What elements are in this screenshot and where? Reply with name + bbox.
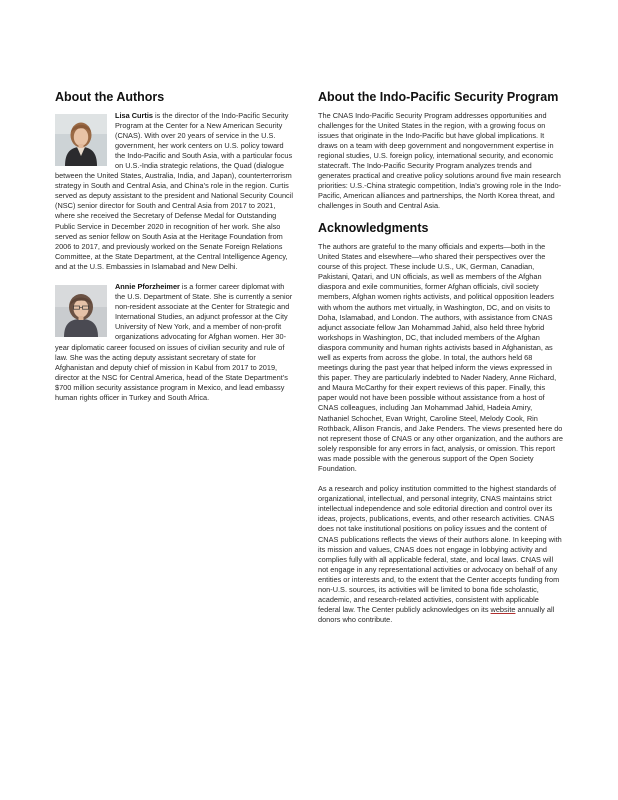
author-photo-pforzheimer — [55, 285, 107, 337]
author-name: Annie Pforzheimer — [115, 282, 180, 291]
author-bio-body: is a former career diplomat with the U.S. Department of State. She is currently a senior non-resident associate at the Center for Strategic and International Studies, an adjunct professor at the City University of New York, and a member of non-profit organizations advocating for Afghan women. Her 30-year diplomatic career focused on issues of civilian security and rule of law. She was the acting deputy assistant secretary of state for Afghanistan and deputy chief of mission in Kabul from 2017 to 2019, director at the NSC for Central America, head of the State Department’s $700 million security assistance program in Mexico, and lead embassy human rights officer in Turkey and South Africa. — [55, 282, 293, 403]
author-bio-curtis — [55, 111, 295, 273]
author-name: Lisa Curtis — [115, 110, 153, 120]
acknowledgments-paragraph-2-end: annually all donors who contribute. — [318, 605, 555, 625]
about-authors-heading: About the Authors — [55, 90, 165, 104]
acknowledgments-paragraph-1: The authors are grateful to the many officials and experts—both in the United States and elsewhere—who shared their perspectives over the course of this project. These include U.S., UK, German, Canadian, Pakistani, Qatari, and UN officials, as well as members of the Afghan diaspora and exile communities, former Afghan officials, civil society members, Afghan women rights activists, and political opposition leaders with whom the authors met virtually, in Washington, DC, and on visits to Doha, Islamabad, and London. The authors, with assistance from CNAS adjunct associate fellow Jan Mohammad Jahid, also held three hybrid workshops in Washington, DC, that included members of the Afghan diaspora community and human rights activists based in Afghanistan, as well as experts from across the globe. In total, the authors held 68 meetings during the past year that helped inform the views expressed in this paper. They are particularly indebted to Nader Nadery, Anne Richard, and Maura McCarthy for their expert reviews of this paper. Finally, this paper would not have been possible without assistance from a host of CNAS colleagues, including Jan Mohammad Jahid, Hadeia Amiry, Nathaniel Schochet, Evan Wright, Caroline Steel, Melody Cook, Rin Rothback, Allison Francis, and Jake Penders. The views presented here do not represent those of CNAS or any other organization, and the authors are solely responsible for any errors in fact, analysis, or omission. This report was made possible with the generous support of the Open Society Foundation. — [318, 241, 563, 473]
website-link[interactable]: website — [490, 605, 516, 615]
acknowledgments-heading: Acknowledgments — [318, 221, 429, 236]
acknowledgments-paragraph-2 — [318, 484, 563, 625]
about-program-heading: About the Indo-Pacific Security Program — [318, 90, 559, 104]
paragraph-spacer — [318, 474, 563, 484]
section-spacer — [318, 211, 563, 221]
about-program-text: The CNAS Indo-Pacific Security Program addresses opportunities and challenges for the United States in the region, with a growing focus on issues that originate in the Indo-Pacific but have global implications. It draws on a team with deep government and nongovernment expertise in regional studies, U.S. foreign policy, international security, and economic statecraft. The Indo-Pacific Security Program analyzes trends and generates practical and creative policy solutions around five main research priorities: U.S.-China strategic competition, India’s growing role in the Indo-Pacific, American alliances and partnerships, the North Korea threat, and challenges in South and Central Asia. — [318, 110, 562, 211]
author-bio-pforzheimer — [55, 282, 295, 403]
author-photo-curtis — [55, 114, 107, 166]
right-column — [318, 90, 563, 625]
acknowledgments-paragraph-2-text: As a research and policy institution committed to the highest standards of organizational, intellectual, and personal integrity, CNAS maintains strict intellectual independence and sole editorial direction and control over its ideas, projects, publications, events, and other research activities. CNAS does not take institutional positions on policy issues and the content of CNAS publications reflects the views of their authors alone. In keeping with its mission and values, CNAS does not engage in lobbying activity and complies fully with all applicable federal, state, and local laws. CNAS will not engage in any representational activities or advocacy on behalf of any entities or interests and, to the extent that the Center accepts funding from non-U.S. sources, its activities will be limited to bona fide scholastic, academic, and research-related activities, consistent with applicable federal law. The Center publicly acknowledges on its — [318, 484, 562, 615]
author-bio-body: is the director of the Indo-Pacific Security Program at the Center for a New American Security (CNAS). With over 20 years of service in the U.S. government, her work centers on U.S. policy toward the Indo-Pacific and South Asia, with a particular focus on U.S.-India strategic relations, the Quad (dialogue between the United States, Australia, India, and Japan), counterterrorism strategy in South and Central Asia, and China’s role in the region. Curtis served as deputy assistant to the president and National Security Council (NSC) senior director for South and Central Asia from 2017 to 2021, where she received the Secretary of Defense Medal for Outstanding Public Service in December 2020 in recognition of her work. She also served as senior fellow on South Asia at the Heritage Foundation from 2006 to 2017, and previously worked on the Senate Foreign Relations Committee, at the State Department, at the Central Intelligence Agency, and at the U.S. Embassies in Islamabad and New Delhi. — [55, 110, 293, 271]
left-column — [55, 90, 295, 413]
